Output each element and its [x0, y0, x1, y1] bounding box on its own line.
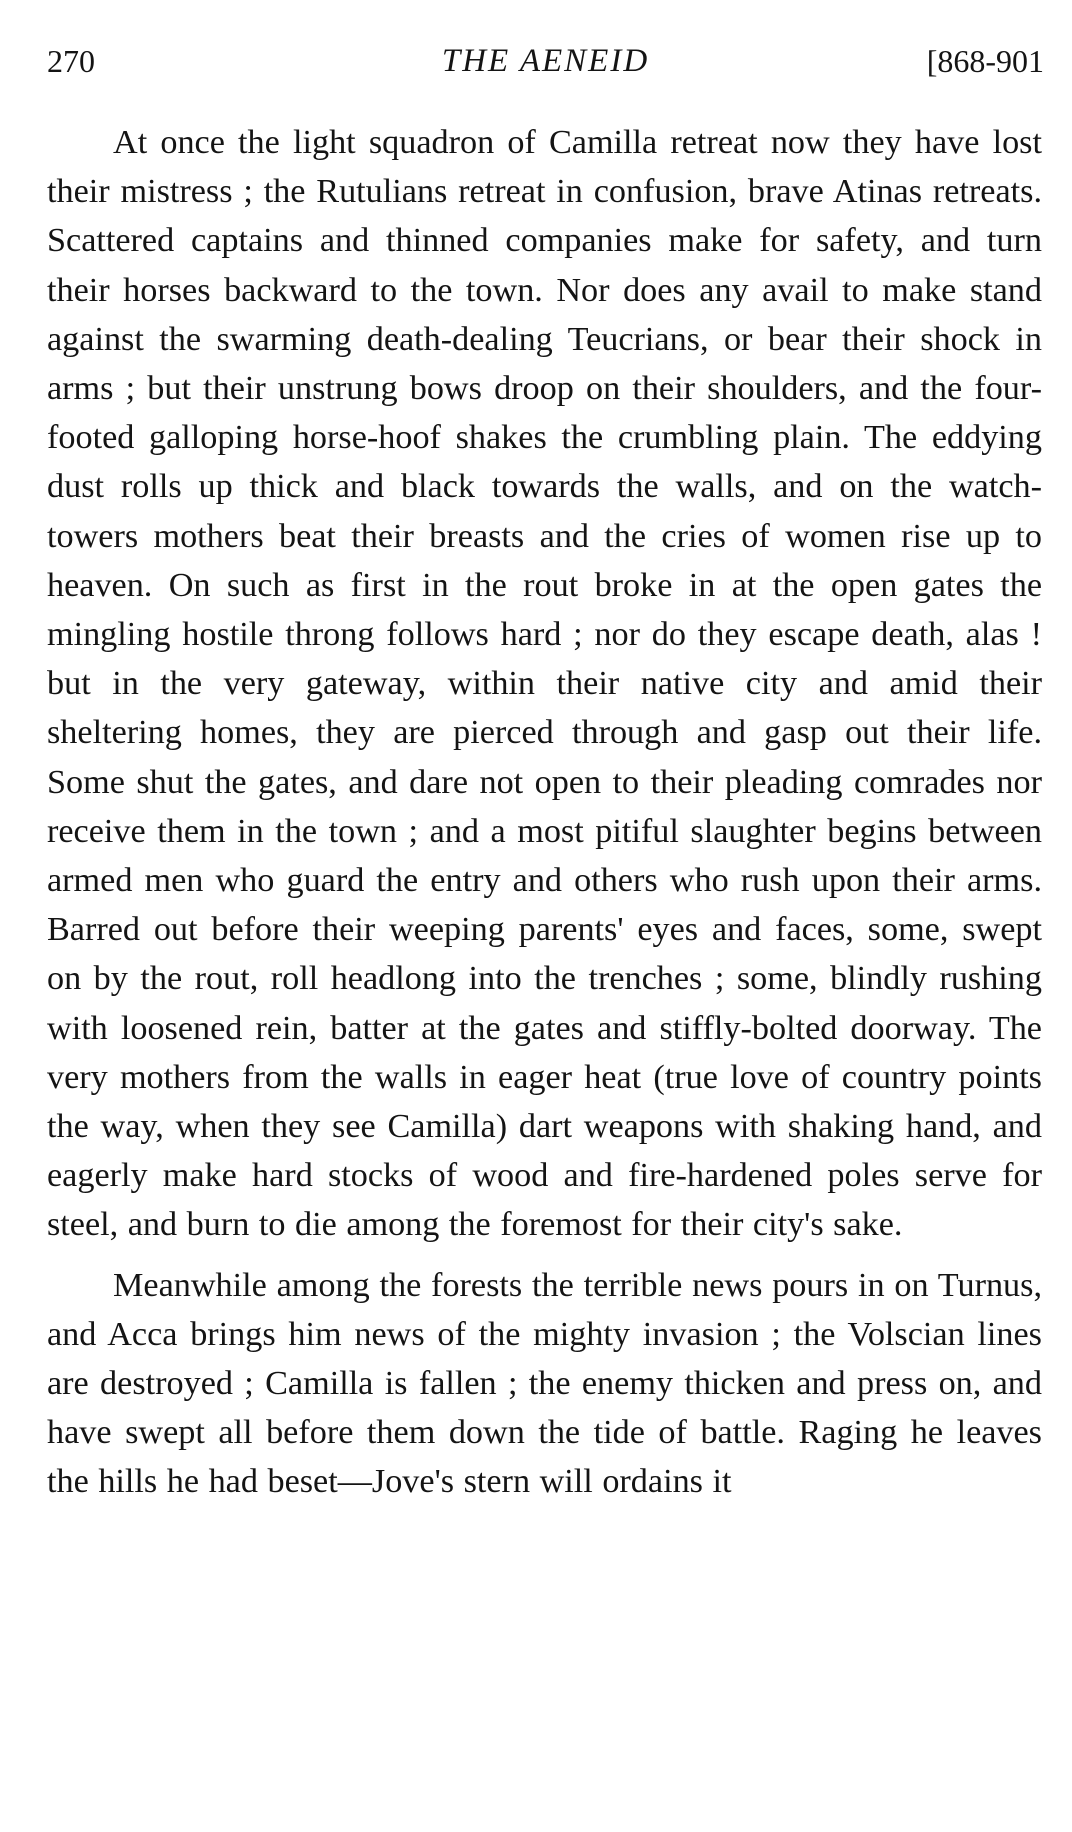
running-head [47, 36, 1044, 86]
line-range: [868-901 [926, 43, 1044, 79]
page-number: 270 [47, 43, 95, 79]
paragraph-camilla-retreat: At once the light squadron of Camilla retreat now they have lost their mistress ; the Rutulians retreat in confusion, brave Atinas retreats. Scattered captains and thinned companies make for safety, and turn their horses backward to the town. Nor does any avail to make stand against the swarming death-dealing Teucrians, or bear their shock in arms ; but their unstrung bows droop on their shoulders, and the four-footed galloping horse-hoof shakes the crumbling plain. The eddying dust rolls up thick and black towards the walls, and on the watch-towers mothers beat their breasts and the cries of women rise up to heaven. On such as first in the rout broke in at the open gates the mingling hostile throng follows hard ; nor do they escape death, alas ! but in the very gateway, within their native city and amid their sheltering homes, they are pierced through and gasp out their life. Some shut the gates, and dare not open to their pleading comrades nor receive them in the town ; and a most pitiful slaughter begins between armed men who guard the entry and others who rush upon their arms. Barred out before their weeping parents' eyes and faces, some, swept on by the rout, roll headlong into the trenches ; some, blindly rushing with loosened rein, batter at the gates and stiffly-bolted doorway. The very mothers from the walls in eager heat (true love of country points the way, when they see Camilla) dart weapons with shaking hand, and eagerly make hard stocks of wood and fire-hardened poles serve for steel, and burn to die among the foremost for their city's sake. [47, 124, 1042, 1244]
book-title: THE AENEID [441, 43, 650, 79]
paragraph-turnus-news: Meanwhile among the forests the terrible news pours in on Turnus, and Acca brings him news of the mighty invasion ; the Volscian lines are destroyed ; Camilla is fallen ; the enemy thicken and press on, and have swept all before them down the tide of battle. Raging he leaves the hills he had beset—Jove's stern will ordains it [47, 1266, 1042, 1501]
body-text [47, 118, 1042, 1507]
